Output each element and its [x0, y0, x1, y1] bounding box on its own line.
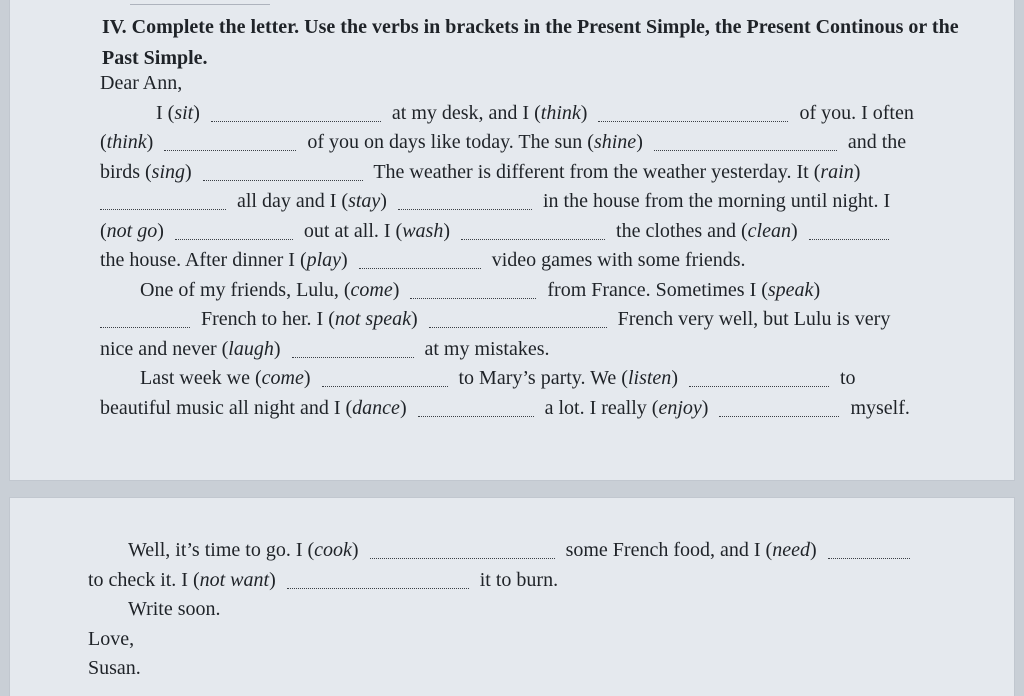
worksheet-page-top — [10, 0, 1014, 480]
answer-blank[interactable] — [211, 120, 381, 122]
answer-blank[interactable] — [598, 120, 788, 122]
answer-blank[interactable] — [100, 326, 190, 328]
letter-line: Last week we (come) to Mary’s party. We (listen) to — [140, 367, 856, 389]
answer-blank[interactable] — [287, 587, 469, 589]
answer-blank[interactable] — [429, 326, 607, 328]
letter-line: One of my friends, Lulu, (come) from France. Sometimes I (speak) — [140, 278, 821, 301]
letter-body-top — [100, 69, 1000, 423]
closing-love: Love, — [88, 627, 135, 650]
answer-blank[interactable] — [418, 415, 534, 417]
answer-blank[interactable] — [100, 208, 226, 210]
letter-line: beautiful music all night and I (dance) a lot. I really (enjoy) myself. — [100, 396, 910, 419]
answer-blank[interactable] — [719, 415, 839, 417]
letter-line: birds (sing) The weather is different from the weather yesterday. It (rain) — [100, 160, 861, 183]
signature: Susan. — [88, 657, 141, 679]
letter-line: I (sit) at my desk, and I (think) of you. I often — [156, 101, 914, 124]
exercise-heading: IV. Complete the letter. Use the verbs in brackets in the Present Simple, the Present Continous or the Past Simple. — [102, 16, 959, 69]
answer-blank[interactable] — [203, 179, 363, 181]
greeting-line — [100, 69, 1000, 99]
letter-body-bottom — [88, 536, 1008, 684]
letter-line: (think) of you on days like today. The sun (shine) and the — [100, 131, 907, 153]
answer-blank[interactable] — [828, 557, 910, 559]
letter-line: French to her. I (not speak) French very well, but Lulu is very — [100, 305, 1000, 335]
answer-blank[interactable] — [175, 238, 293, 240]
answer-blank[interactable] — [322, 385, 448, 387]
answer-blank[interactable] — [292, 356, 414, 358]
letter-line: the house. After dinner I (play) video games with some friends. — [100, 249, 746, 271]
answer-blank[interactable] — [164, 149, 296, 151]
answer-blank[interactable] — [398, 208, 532, 210]
letter-line: all day and I (stay) in the house from the morning until night. I — [100, 187, 1000, 217]
letter-line: to check it. I (not want) it to burn. — [88, 568, 559, 591]
torn-top-text-fragment — [130, 0, 270, 5]
answer-blank[interactable] — [359, 267, 481, 269]
greeting: Dear Ann, — [100, 72, 183, 94]
letter-line: Well, it’s time to go. I (cook) some French food, and I (need) — [88, 536, 1008, 566]
answer-blank[interactable] — [654, 149, 837, 151]
letter-line: (not go) out at all. I (wash) the clothes and (clean) — [100, 217, 1000, 247]
letter-line: nice and never (laugh) at my mistakes. — [100, 337, 550, 360]
answer-blank[interactable] — [809, 238, 889, 240]
answer-blank[interactable] — [410, 297, 536, 299]
answer-blank[interactable] — [689, 385, 829, 387]
closing-write-soon: Write soon. — [128, 598, 221, 620]
worksheet-page-bottom — [10, 498, 1014, 696]
answer-blank[interactable] — [461, 238, 605, 240]
answer-blank[interactable] — [370, 557, 555, 559]
